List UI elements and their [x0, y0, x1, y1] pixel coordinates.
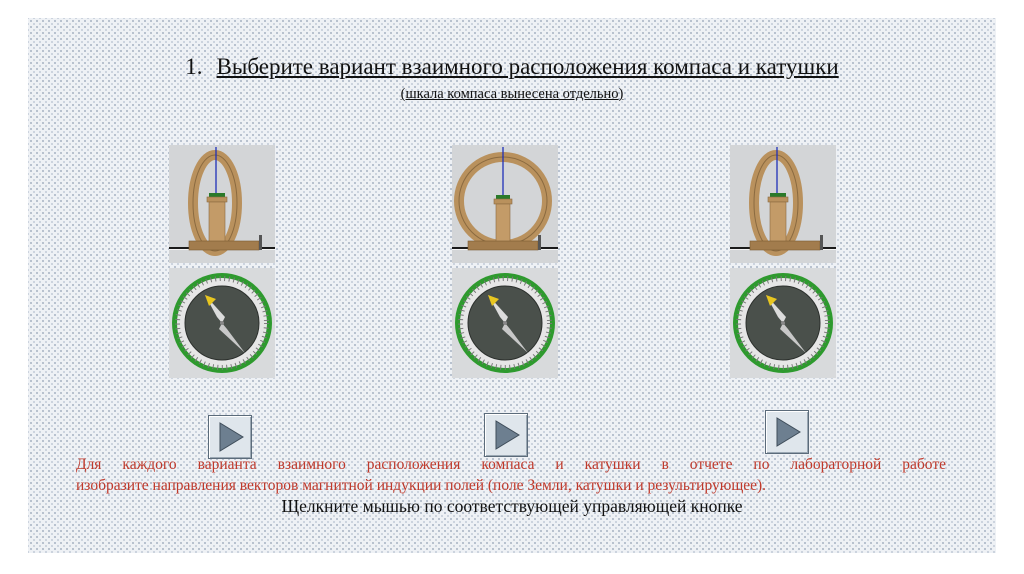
play-triangle-icon [485, 414, 527, 456]
slide-subtitle: (шкала компаса вынесена отдельно) [400, 86, 624, 102]
play-variant-2-button[interactable] [484, 413, 528, 457]
variant-2 [452, 145, 562, 445]
play-triangle-icon [766, 411, 808, 453]
compass-image [169, 268, 275, 378]
note-line-2: изобразите направления векторов магнитной индукции полей (поле Земли, катушки и результирующее). [76, 477, 767, 494]
compass-image [730, 268, 836, 378]
slide-title [28, 54, 996, 80]
play-variant-3-button[interactable] [765, 410, 809, 454]
note-line-1: Для каждого варианта взаимного расположения компаса и катушки в отчете по лабораторной работе [76, 456, 946, 473]
slide [28, 18, 996, 553]
variant-3 [730, 145, 840, 445]
click-instruction: Щелкните мышью по соответствующей управляющей кнопке [281, 496, 743, 516]
lab-report-note [76, 454, 946, 496]
play-triangle-icon [209, 416, 251, 458]
variant-1 [169, 145, 279, 445]
coil-full-ring-image [452, 145, 558, 263]
compass-image [452, 268, 558, 378]
play-variant-1-button[interactable] [208, 415, 252, 459]
coil-narrow-ring-image [169, 145, 275, 263]
title-text: Выберите вариант взаимного расположения компаса и катушки [216, 54, 839, 79]
title-number: 1. [185, 54, 203, 79]
coil-narrow-ring-image [730, 145, 836, 263]
